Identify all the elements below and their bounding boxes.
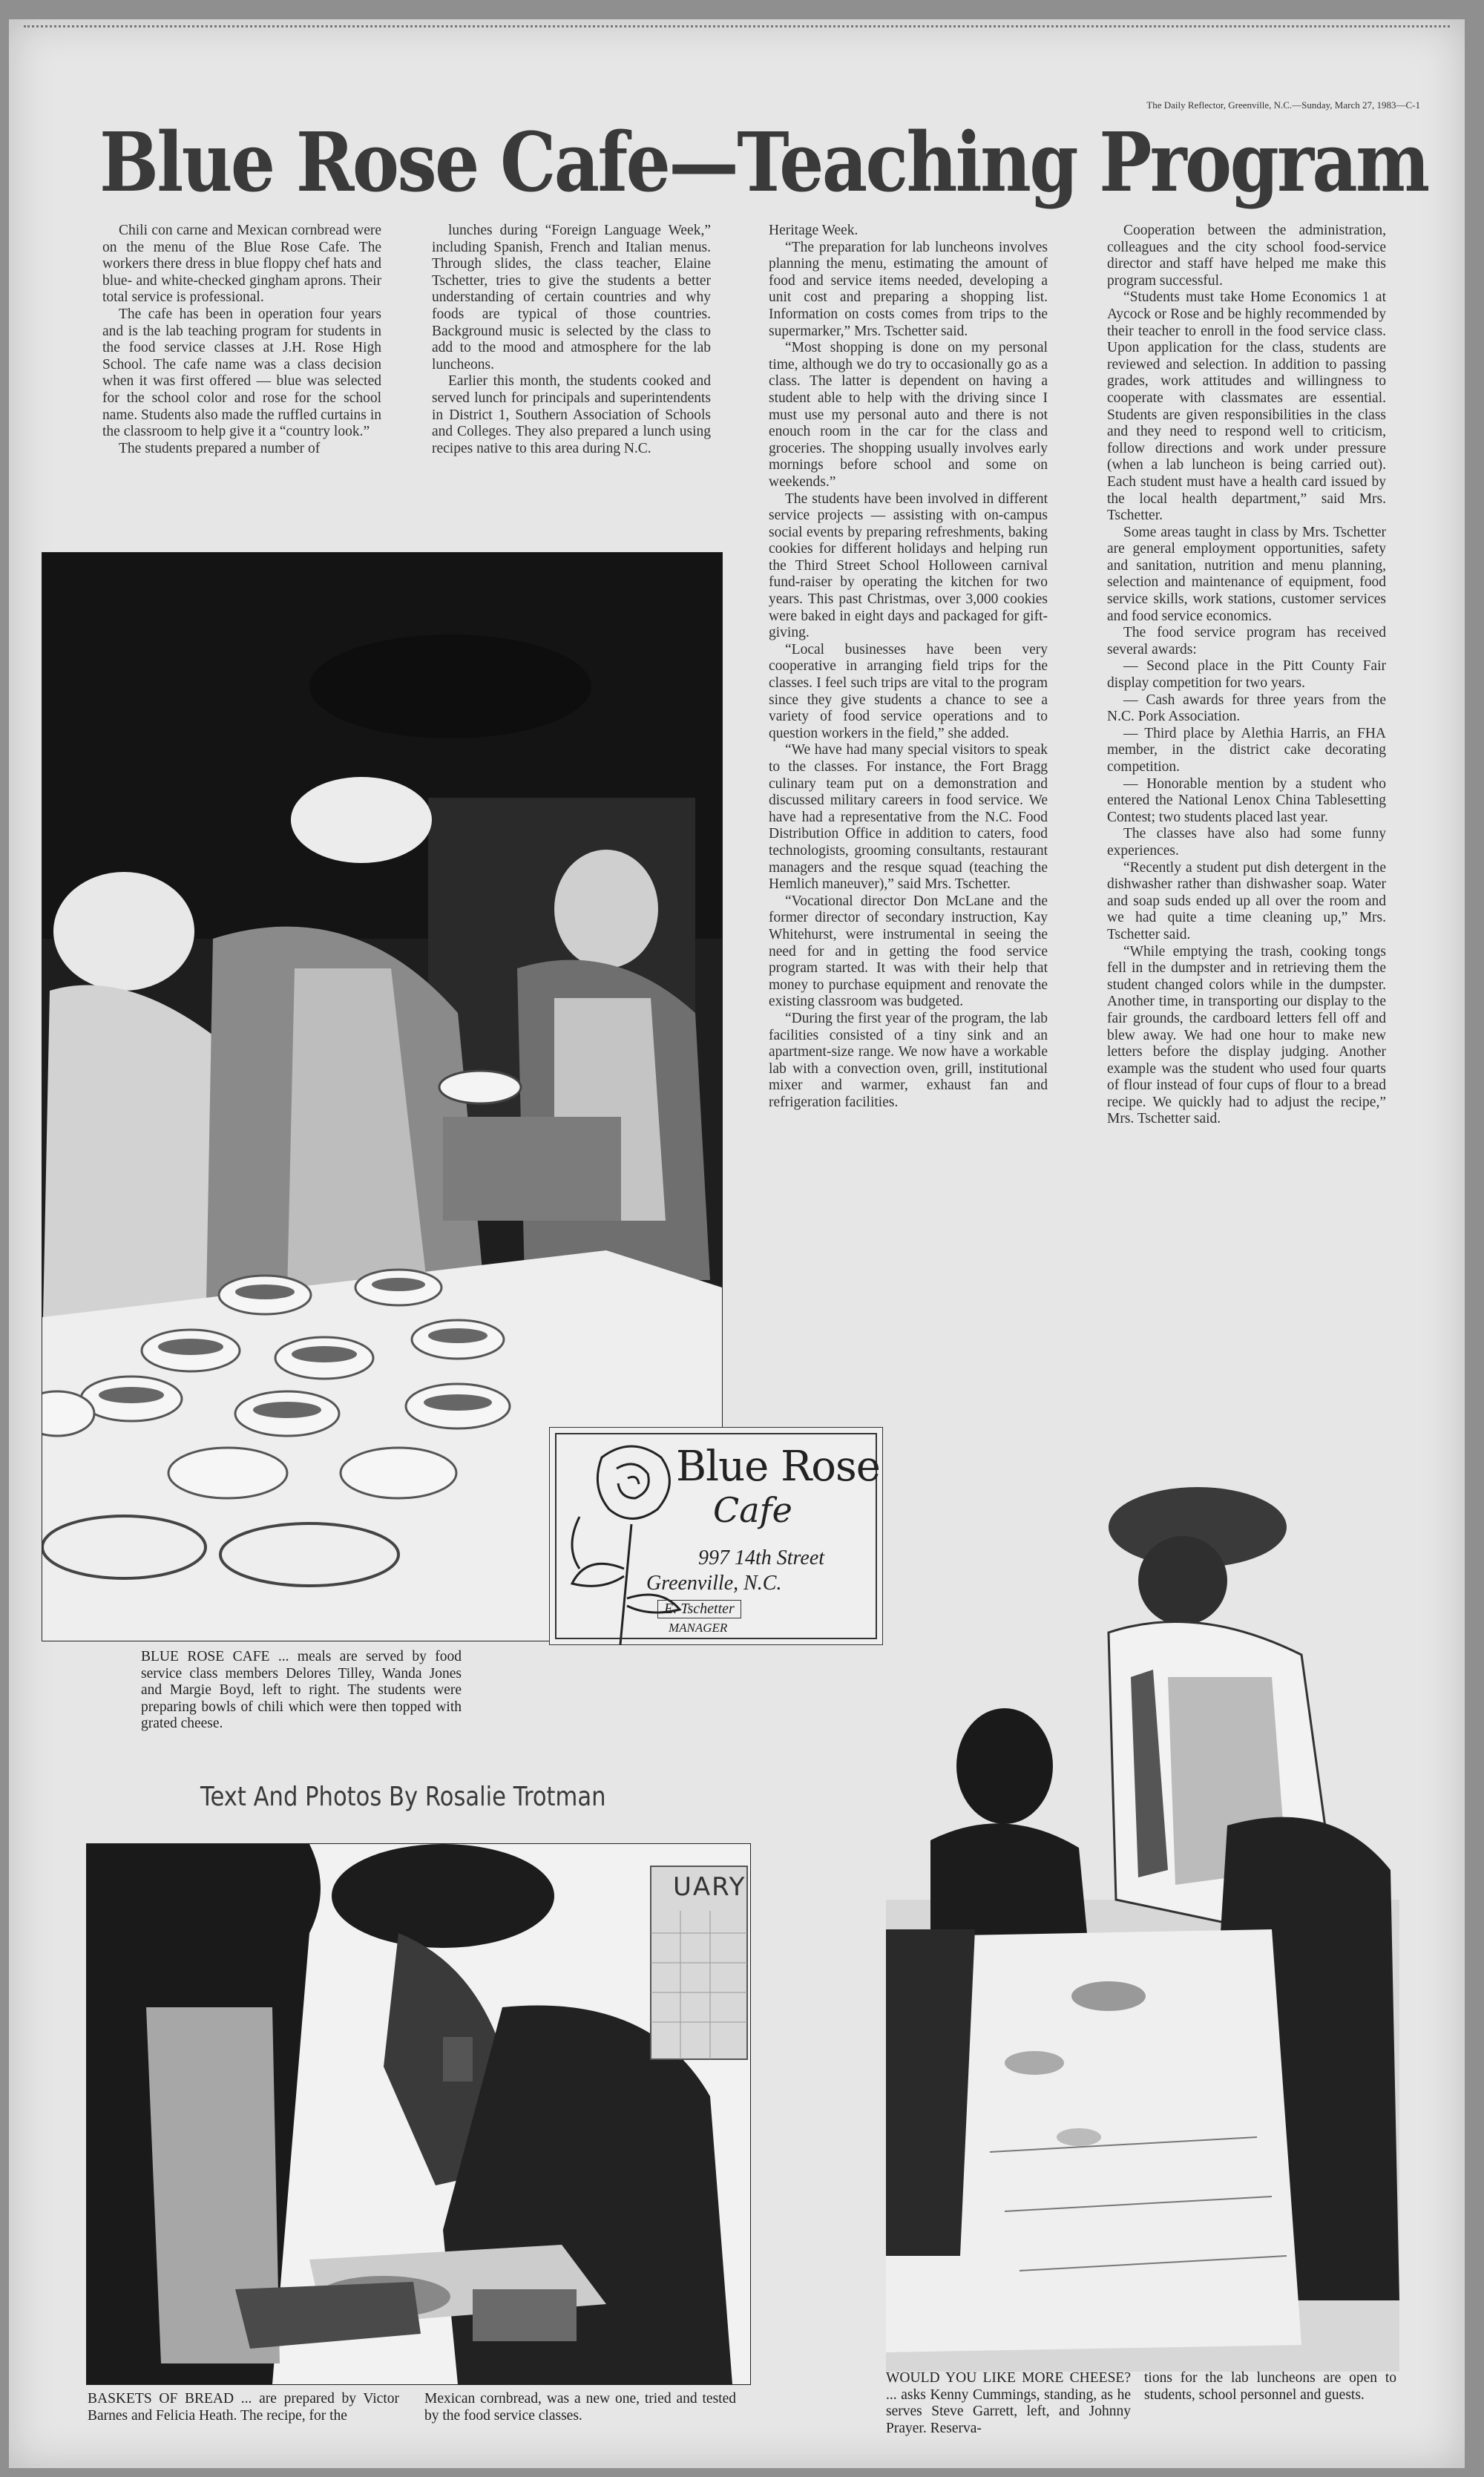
- paragraph: “During the first year of the program, the lab facilities consisted of a tiny sink and an apartment-size range. We now have a workable lab with a convection oven, grill, institutional mixer and warmer, exhaust fan and refrigeration facilities.: [769, 1010, 1048, 1110]
- paragraph: Heritage Week.: [769, 223, 858, 238]
- paragraph: “Students must take Home Economics 1 at Aycock or Rose and be highly recommended by their teacher to enroll in the food service class. Upon application for the class, students are reviewed and selection. In addition to passing grades, work attitudes and willingness to cooperate with classmates are essential. Students are given responsibilities in the class and they need to respond well to criticism, follow directions and work under pressure (when a lab luncheon is being carried out). Each student must have a health card issued by the local health department,” said Mrs. Tschetter.: [1107, 289, 1386, 524]
- paragraph: The students prepared a number of: [119, 440, 321, 456]
- caption-baskets-left: BASKETS OF BREAD ... are prepared by Victor Barnes and Felicia Heath. The recipe, for the: [88, 2391, 399, 2424]
- article-column-3: [769, 223, 1048, 1111]
- caption-cheese-right: tions for the lab luncheons are open to students, school personnel and guests.: [1144, 2370, 1396, 2403]
- paragraph: — Third place by Alethia Harris, an FHA member, in the district cake decorating competition.: [1107, 725, 1386, 775]
- paragraph: The cafe has been in operation four years and is the lab teaching program for students in the food service classes at J.H. Rose High School. The cafe name was a class decision when it was first offered — blue was selected for the school color and rose for the school name. Students also made the ruffled curtains in the classroom to help give it a “country look.”: [102, 306, 381, 440]
- byline: Text And Photos By Rosalie Trotman: [200, 1782, 606, 1812]
- top-rule: [24, 25, 1450, 27]
- page-headline: Blue Rose Cafe—Teaching Program: [99, 114, 1428, 210]
- article-column-1: [102, 223, 381, 457]
- logo-address-line-1: 997 14th Street: [698, 1546, 825, 1569]
- paragraph: The students have been involved in different service projects — assisting with on-campus social events by preparing refreshments, baking cookies for different holidays and helping run the Third Street School Holloween carnival fund-raiser by operating the kitchen for two years. This past Christmas, over 3,000 cookies were baked in eight days and packaged for gift-giving.: [769, 491, 1048, 641]
- paragraph: Chili con carne and Mexican cornbread were on the menu of the Blue Rose Cafe. The workers there dress in blue floppy chef hats and blue- and white-checked gingham aprons. Their total service is professional.: [102, 223, 381, 306]
- paragraph: — Second place in the Pitt County Fair display competition for two years.: [1107, 658, 1386, 692]
- page-folio: The Daily Reflector, Greenville, N.C.—Sunday, March 27, 1983—C-1: [1146, 99, 1420, 111]
- photo-baskets-of-bread-image: [87, 1844, 750, 2384]
- paragraph: “While emptying the trash, cooking tongs fell in the dumpster and in retrieving them the student changed colors while in the dumpster. Another time, in transporting our display to the fair grounds, the cardboard letters fell off and blew away. We had one hour to make new letters before the display judging. Another example was the student who used four quarts of flour instead of four cups of flour to a bread recipe. We quickly had to adjust the recipe,” Mrs. Tschetter said.: [1107, 943, 1386, 1127]
- paragraph: Earlier this month, the students cooked and served lunch for principals and superintendents in District 1, Southern Association of Schools and Colleges. They also prepared a lunch using recipes native to this area during N.C.: [432, 373, 711, 456]
- paragraph: “Vocational director Don McLane and the former director of secondary instruction, Kay Whitehurst, were instrumental in seeing the need for and in getting the food service program started. It was with their help that money to purchase equipment and renovate the existing classroom was budgeted.: [769, 893, 1048, 1010]
- photo-more-cheese: [886, 1484, 1399, 2372]
- blue-rose-cafe-logo: [549, 1427, 883, 1645]
- paragraph: “We have had many special visitors to speak to the classes. For instance, the Fort Bragg culinary team put on a demonstration and discussed military careers in food service. We have had a representative from the N.C. Food Distribution Office in addition to caters, food technologists, grooming consultants, restaurant managers and the resque squad (teaching the Hemlich maneuver),” said Mrs. Tschetter.: [769, 742, 1048, 893]
- article-column-4: [1107, 223, 1386, 1128]
- paragraph: Cooperation between the administration, colleagues and the city school food-service director and staff have helped me make this program successful.: [1107, 223, 1386, 289]
- paragraph: lunches during “Foreign Language Week,” including Spanish, French and Italian menus. Through slides, the class teacher, Elaine Tschetter, tries to give the students a better understanding of certain countries and why foods are typical of those countries. Background music is selected by the class to add to the mood and atmosphere for the lab luncheons.: [432, 223, 711, 373]
- logo-address-line-2: Greenville, N.C.: [646, 1572, 782, 1595]
- article-column-2: [432, 223, 711, 457]
- paragraph: “The preparation for lab luncheons involves planning the menu, estimating the amount of food and service items needed, developing a unit cost and preparing a shopping list. Information on costs comes from trips to the supermarker,” Mrs. Tschetter said.: [769, 239, 1048, 339]
- paragraph: The food service program has received several awards:: [1107, 625, 1386, 657]
- paragraph: “Recently a student put dish detergent in the dishwasher rather than dishwasher soap. Water and soap suds ended up all over the room and we had quite a time cleaning up,” Mrs. Tschetter said.: [1107, 859, 1386, 942]
- paragraph: “Local businesses have been very cooperative in arranging field trips for the classes. I feel such trips are vital to the program since they give students a chance to see a variety of food service operations and to question workers in the field,” she added.: [769, 641, 1048, 741]
- logo-manager-title: MANAGER: [669, 1621, 728, 1635]
- logo-manager-name: E. Tschetter: [657, 1600, 741, 1618]
- newspaper-page: [9, 19, 1465, 2468]
- paragraph: Some areas taught in class by Mrs. Tschetter are general employment opportunities, safety and sanitation, nutrition and menu planning, selection and maintenance of equipment, food service skills, work stations, customer services and food service economics.: [1107, 524, 1386, 624]
- paragraph: — Honorable mention by a student who entered the National Lenox China Tablesetting Contest; two students placed last year.: [1107, 775, 1386, 825]
- paragraph: — Cash awards for three years from the N.C. Pork Association.: [1107, 692, 1386, 725]
- caption-cheese-left: WOULD YOU LIKE MORE CHEESE? ... asks Kenny Cummings, standing, as he serves Steve Garrett, left, and Johnny Prayer. Reserva-: [886, 2370, 1131, 2436]
- caption-chili-service: BLUE ROSE CAFE ... meals are served by food service class members Delores Tilley, Wanda Jones and Margie Boyd, left to right. The students were preparing bowls of chili which were then topped with grated cheese.: [141, 1649, 462, 1732]
- calendar-label: UARY: [673, 1872, 746, 1902]
- paragraph: The classes have also had some funny experiences.: [1107, 826, 1386, 859]
- paragraph: “Most shopping is done on my personal time, although we do try to occasionally go as a class. The latter is dependent on having a student able to help with the driving since I must use my personal auto and there is not enouch room in the car for the class and groceries. The shopping usually involves early mornings before school and some on weekends.”: [769, 340, 1048, 490]
- logo-name-line-2: Cafe: [713, 1490, 792, 1530]
- caption-baskets-right: Mexican cornbread, was a new one, tried and tested by the food service classes.: [424, 2391, 736, 2424]
- photo-baskets-of-bread: [86, 1843, 751, 2385]
- logo-name-line-1: Blue Rose: [676, 1443, 880, 1491]
- photo-more-cheese-image: [886, 1484, 1399, 2372]
